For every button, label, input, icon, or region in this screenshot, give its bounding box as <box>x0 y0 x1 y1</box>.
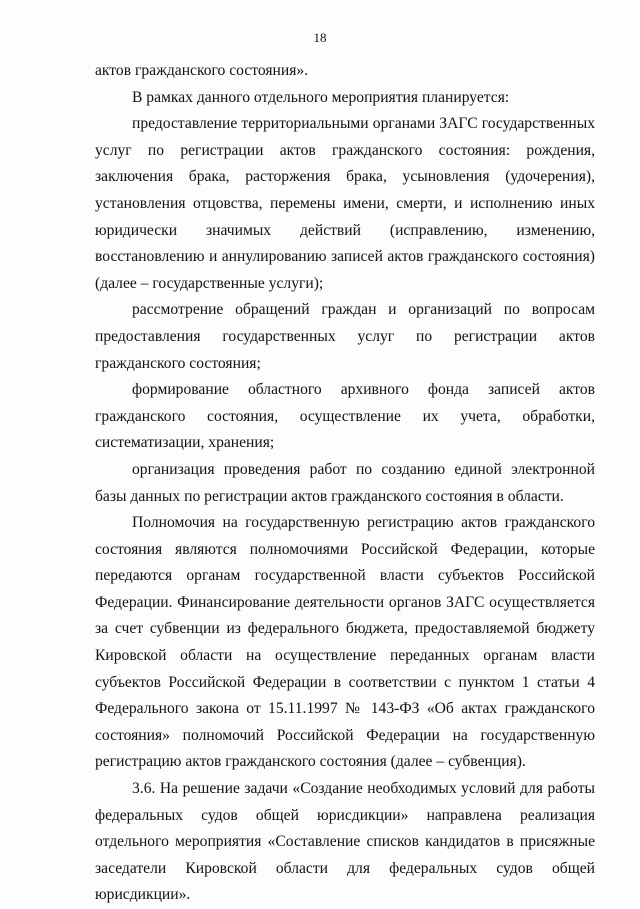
paragraph-appeals: рассмотрение обращений граждан и организаций по вопросам предоставления государственных услуг по регистрации актов гражданского состояния; <box>95 301 595 372</box>
paragraph-archive: формирование областного архивного фонда записей актов гражданского состояния, осуществление их учета, обработки, систематизации, хранения; <box>95 381 595 452</box>
page-number: 18 <box>313 30 327 45</box>
paragraph-section-3-6: 3.6. На решение задачи «Создание необходимых условий для работы федеральных судов общей юрисдикции» направлена реализация отдельного мероприятия «Составление списков кандидатов в присяжные заседатели Кировской области для федеральных судов общей юрисдикции». <box>95 780 595 904</box>
paragraph-services: предоставление территориальными органами ЗАГС государственных услуг по регистрации актов гражданского состояния: рождения, заключения брака, расторжения брака, усыновления (удочерения), установления отцовства, перемены имени, смерти, и исполнению иных юридически значимых действий (исправлению, изменению, восстановлению и аннулированию записей актов гражданского состояния) (далее – государственные услуги); <box>95 115 595 292</box>
paragraph-powers: Полномочия на государственную регистрацию актов гражданского состояния являются полномочиями Российской Федерации, которые передаются органам государственной власти субъектов Российской Федерации. Финансирование деятельности органов ЗАГС осуществляется за счет субвенции из федерального бюджета, предоставляемой бюджету Кировской области на осуществление переданных органам власти субъектов Российской Федерации в соответствии с пунктом 1 статьи 4 Федерального закона от 15.11.1997 № 143-ФЗ «Об актах гражданского состояния» полномочий Российской Федерации на государственную регистрацию актов гражданского состояния (далее – субвенция). <box>95 514 595 771</box>
paragraph-database: организация проведения работ по созданию единой электронной базы данных по регистрации актов гражданского состояния в области. <box>95 460 595 505</box>
document-body <box>95 58 595 909</box>
paragraph-continuation: актов гражданского состояния». <box>95 62 309 79</box>
paragraph-intro: В рамках данного отдельного мероприятия планируется: <box>132 88 510 106</box>
